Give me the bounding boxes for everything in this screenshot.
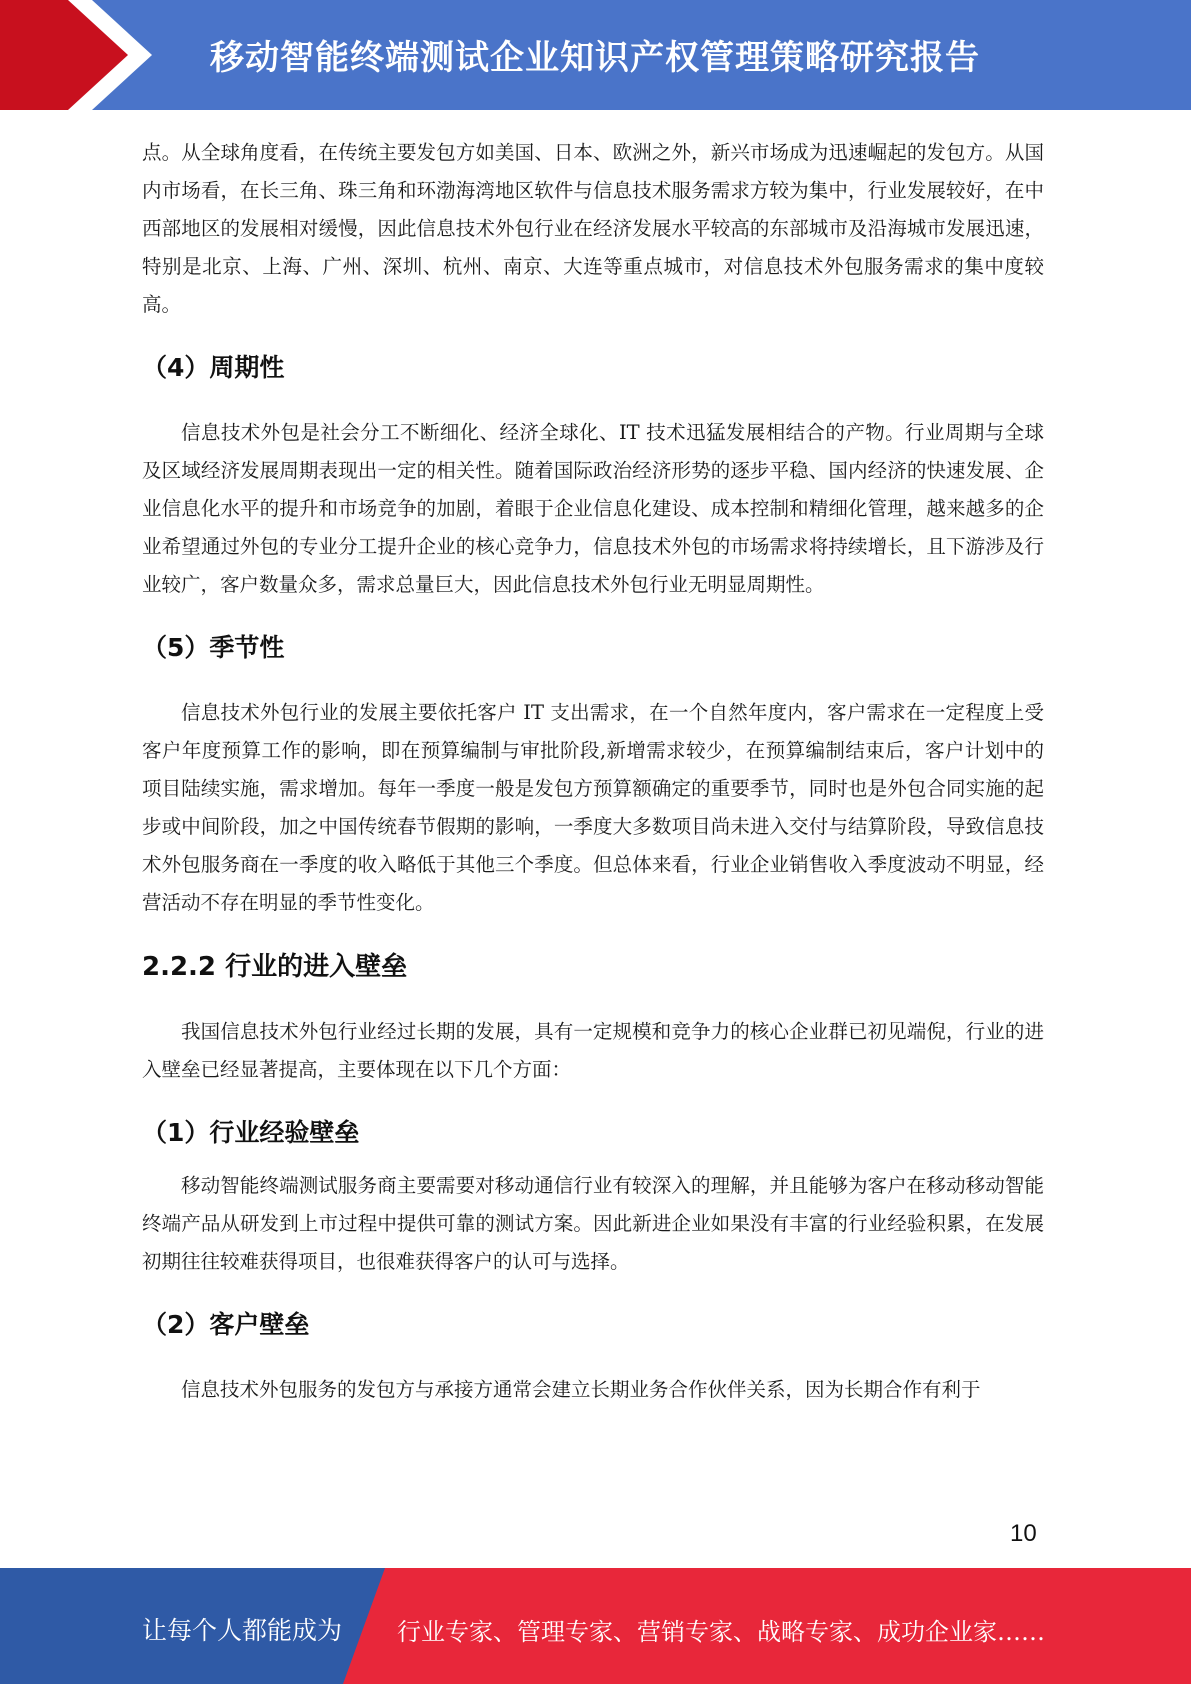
heading-customer-barrier: （2）客户壁垒 — [142, 1310, 310, 1339]
footer-slogan-left: 让每个人都能成为 — [142, 1616, 343, 1645]
heading-seasonality: （5）季节性 — [142, 633, 285, 662]
customer-barrier-paragraph: 信息技术外包服务的发包方与承接方通常会建立长期业务合作伙伴关系，因为长期合作有利于 — [181, 1378, 981, 1401]
heading-periodicity: （4）周期性 — [142, 353, 285, 382]
intro-paragraph: 点。从全球角度看，在传统主要发包方如美国、日本、欧洲之外，新兴市场成为迅速崛起的发包方。从国内市场看，在长三角、珠三角和环渤海湾地区软件与信息技术服务需求方较为集中，行业发展较好，在中西部地区的发展相对缓慢，因此信息技术外包行业在经济发展水平较高的东部城市及沿海城市发展迅速，特别是北京、上海、广州、深圳、杭州、南京、大连等重点城市，对信息技术外包服务需求的集中度较高。 — [142, 141, 1044, 316]
periodicity-paragraph: 信息技术外包是社会分工不断细化、经济全球化、IT 技术迅猛发展相结合的产物。行业周期与全球及区域经济发展周期表现出一定的相关性。随着国际政治经济形势的逐步平稳、国内经济的快速发展、企业信息化水平的提升和市场竞争的加剧，着眼于企业信息化建设、成本控制和精细化管理，越来越多的企业希望通过外包的专业分工提升企业的核心竞争力，信息技术外包的市场需求将持续增长，且下游涉及行业较广，客户数量众多，需求总量巨大，因此信息技术外包行业无明显周期性。 — [142, 421, 1044, 596]
report-title: 移动智能终端测试企业知识产权管理策略研究报告 — [210, 38, 980, 78]
entry-barriers-paragraph: 我国信息技术外包行业经过长期的发展，具有一定规模和竞争力的核心企业群已初见端倪，行业的进入壁垒已经显著提高，主要体现在以下几个方面： — [142, 1020, 1044, 1081]
footer-slogan-right: 行业专家、管理专家、营销专家、战略专家、成功企业家…… — [397, 1618, 1045, 1646]
heading-experience-barrier: （1）行业经验壁垒 — [142, 1118, 360, 1147]
seasonality-paragraph: 信息技术外包行业的发展主要依托客户 IT 支出需求，在一个自然年度内，客户需求在一定程度上受客户年度预算工作的影响，即在预算编制与审批阶段,新增需求较少，在预算编制结束后，客户计划中的项目陆续实施，需求增加。每年一季度一般是发包方预算额确定的重要季节，同时也是外包合同实施的起步或中间阶段，加之中国传统春节假期的影响，一季度大多数项目尚未进入交付与结算阶段，导致信息技术外包服务商在一季度的收入略低于其他三个季度。但总体来看，行业企业销售收入季度波动不明显，经营活动不存在明显的季节性变化。 — [142, 701, 1044, 914]
section-heading-entry-barriers: 2.2.2 行业的进入壁垒 — [142, 952, 408, 982]
page-body — [142, 134, 1044, 1409]
page-footer — [0, 1568, 1191, 1684]
page-header — [0, 0, 1191, 110]
page-number: 10 — [1010, 1520, 1037, 1547]
experience-barrier-paragraph: 移动智能终端测试服务商主要需要对移动通信行业有较深入的理解，并且能够为客户在移动移动智能终端产品从研发到上市过程中提供可靠的测试方案。因此新进企业如果没有丰富的行业经验积累，在发展初期往往较难获得项目，也很难获得客户的认可与选择。 — [142, 1174, 1044, 1273]
